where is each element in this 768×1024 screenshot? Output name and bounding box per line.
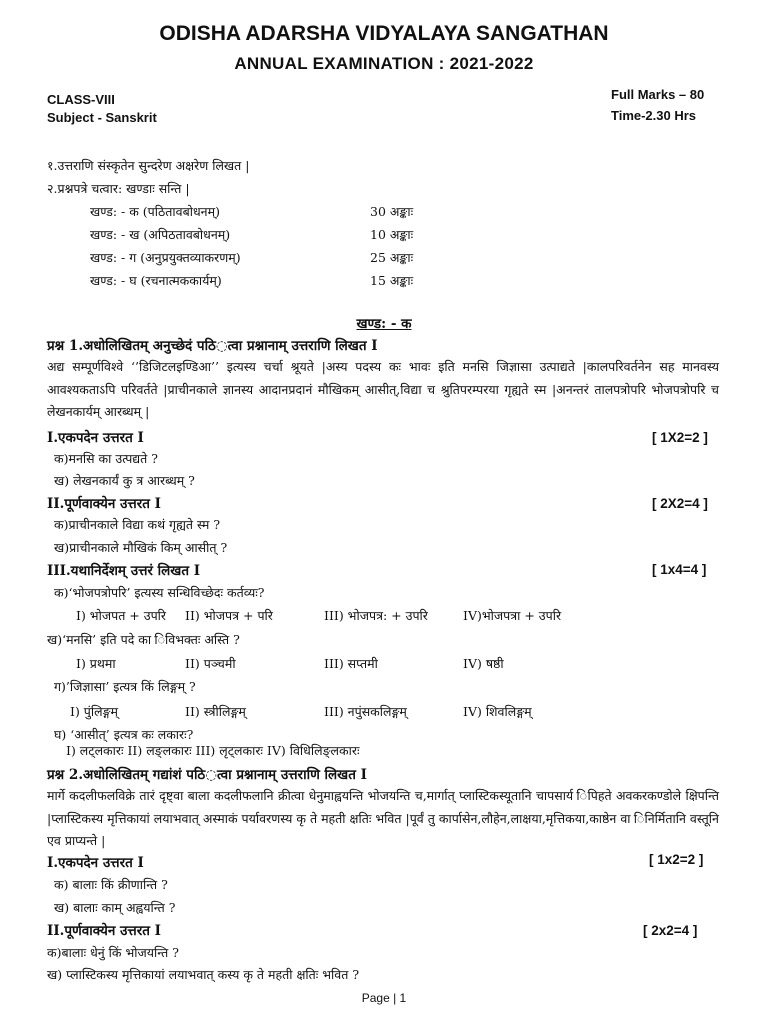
full-marks: Full Marks – 80 xyxy=(611,87,705,102)
q2-part2-marks: [ 2x2=4 ] xyxy=(643,923,698,938)
option: II) स्त्रीलिङ्गम् xyxy=(185,704,246,719)
option: III) नपुंसकलिङ्गम् xyxy=(324,704,407,719)
option-line: I) लट्लकारः II) लङ्लकारः III) लृट्लकारः IV) विधिलिङ्लकारः xyxy=(66,743,360,758)
instruction-1: १.उत्तराणि संस्कृतेन सुन्दरेण अक्षरेण लिखत | xyxy=(47,158,250,173)
school-name: ODISHA ADARSHA VIDYALAYA SANGATHAN xyxy=(159,22,609,45)
section-marks: 30 अङ्काः xyxy=(370,204,414,219)
option: I) पुंलिङ्गम् xyxy=(70,704,118,719)
section-marks: 25 अङ्काः xyxy=(370,250,414,265)
option: IV) षष्ठी xyxy=(463,656,504,671)
question-1-heading: प्रश्न 1.अधोलिखितम् अनुच्छेदं पठि◌त्वा प्रश्नानाम् उत्तराणि लिखत I xyxy=(47,338,378,354)
question-item: क)प्राचीनकाले विद्या कथं गृह्यते स्म ? xyxy=(54,517,221,532)
section-name: खण्ड: - ग (अनुप्रयुक्तव्याकरणम्) xyxy=(90,250,241,265)
question-item: क) बालाः किं क्रीणान्ति ? xyxy=(54,877,168,892)
q1-part3-heading: III.यथानिर्देशम् उत्तरं लिखत I xyxy=(47,563,201,579)
question-1-passage: अद्य सम्पूर्णविश्वे ‘’डिजिटलइण्डिआ’’ इत्यस्य चर्चा श्रूयते |अस्य पदस्य कः भावः इति मनसि जिज्ञासा उत्पाद्यते |कालपरिवर्तनेन सह मानवस्य आवश्यकताऽपि परिवर्तते |प्राचीनकाले ज्ञानस्य आदानप्रदानं मौखिकम् आसीत्,विद्या च श्रुतिपरम्परया गृह्यते स्म |अनन्तरं तालपत्रोपरि भोजपत्रोपरि च लेखनकार्यम् आरब्धम् | xyxy=(47,359,719,419)
question-item: ग)’जिज्ञासा’ इत्यत्र किं लिङ्गम् ? xyxy=(54,679,196,694)
question-2-passage: मार्गे कदलीफलविक्रे तारं दृष्ट्वा बाला कदलीफलानि क्रीत्वा धेनुमाह्वयन्ति भोजयन्ति च,मार्गात् प्लास्टिकस्यूतानि चापसार्य िपिहते अवकरकण्डोले क्षिपन्ति |प्लास्टिकस्य मृत्तिकायां लयाभवात् अस्माकं पर्यावरणस्य कृ ते महती क्षतिः भवित |पूर्वं तु कार्पासेन,लौहेन,लाक्षया,मृत्तिकया,काष्ठेन वा िनिर्मितानि वस्तूनि एव प्राप्यन्ते | xyxy=(47,788,719,848)
question-item: क)बालाः धेनुं किं भोजयन्ति ? xyxy=(47,945,179,960)
subject-label: Subject - Sanskrit xyxy=(47,110,157,125)
q1-part3-marks: [ 1x4=4 ] xyxy=(652,562,707,577)
class-label: CLASS-VIII xyxy=(47,92,115,107)
section-heading: खण्ड: - क xyxy=(356,316,412,332)
section-name: खण्ड: - क (पठितावबोधनम्) xyxy=(90,204,220,219)
q1-part1-heading: I.एकपदेन उत्तरत I xyxy=(47,430,144,446)
option: IV) शिवलिङ्गम् xyxy=(463,704,532,719)
question-item: ख)‘मनसि’ इति पदे का िविभक्तः अस्ति ? xyxy=(47,632,240,647)
exam-title: ANNUAL EXAMINATION : 2021-2022 xyxy=(234,54,534,73)
question-item: ख) बालाः काम् अह्वयन्ति ? xyxy=(54,900,176,915)
page-number: Page | 1 xyxy=(361,991,407,1005)
option: II) भोजपत्र + परि xyxy=(185,608,273,623)
question-2-heading: प्रश्न 2.अधोलिखितम् गद्यांशं पठि◌त्वा प्रश्नानाम् उत्तराणि लिखत I xyxy=(47,767,367,783)
option: I) भोजपत + उपरि xyxy=(76,608,167,623)
section-name: खण्ड: - ख (अपिठतावबोधनम्) xyxy=(90,227,231,242)
option: I) प्रथमा xyxy=(76,656,116,671)
section-marks: 10 अङ्काः xyxy=(370,227,414,242)
question-item: क)‘भोजपत्रोपरि’ इत्यस्य सन्धिविच्छेदः कर्तव्यः? xyxy=(54,585,265,600)
instruction-2: २.प्रश्नपत्रे चत्वार: खण्डाः सन्ति | xyxy=(47,181,190,196)
time-allowed: Time-2.30 Hrs xyxy=(611,108,697,123)
q1-part1-marks: [ 1X2=2 ] xyxy=(652,430,708,445)
q1-part2-heading: II.पूर्णवाक्येन उत्तरत I xyxy=(47,496,161,512)
option: IV)भोजपत्रा + उपरि xyxy=(463,608,562,623)
question-item: ख) लेखनकार्यं कु त्र आरब्धम् ? xyxy=(54,473,195,488)
option: II) पञ्चमी xyxy=(185,656,236,671)
q1-part2-marks: [ 2X2=4 ] xyxy=(652,496,708,511)
option: III) सप्तमी xyxy=(324,656,378,671)
section-name: खण्ड: - घ (रचनात्मककार्यम्) xyxy=(90,273,222,288)
question-item: ख) प्लास्टिकस्य मृत्तिकायां लयाभवात् कस्य कृ ते महती क्षतिः भवित ? xyxy=(47,967,360,982)
question-item: घ) ‘आसीत्’ इत्यत्र कः लकारः? xyxy=(54,727,194,742)
q2-part1-heading: I.एकपदेन उत्तरत I xyxy=(47,855,144,871)
question-item: क)मनसि का उत्पद्यते ? xyxy=(54,451,158,466)
q2-part1-marks: [ 1x2=2 ] xyxy=(649,852,704,867)
section-marks: 15 अङ्काः xyxy=(370,273,414,288)
q2-part2-heading: II.पूर्णवाक्येन उत्तरत I xyxy=(47,923,161,939)
question-item: ख)प्राचीनकाले मौखिकं किम् आसीत् ? xyxy=(54,540,228,555)
option: III) भोजपत्र: + उपरि xyxy=(324,608,428,623)
